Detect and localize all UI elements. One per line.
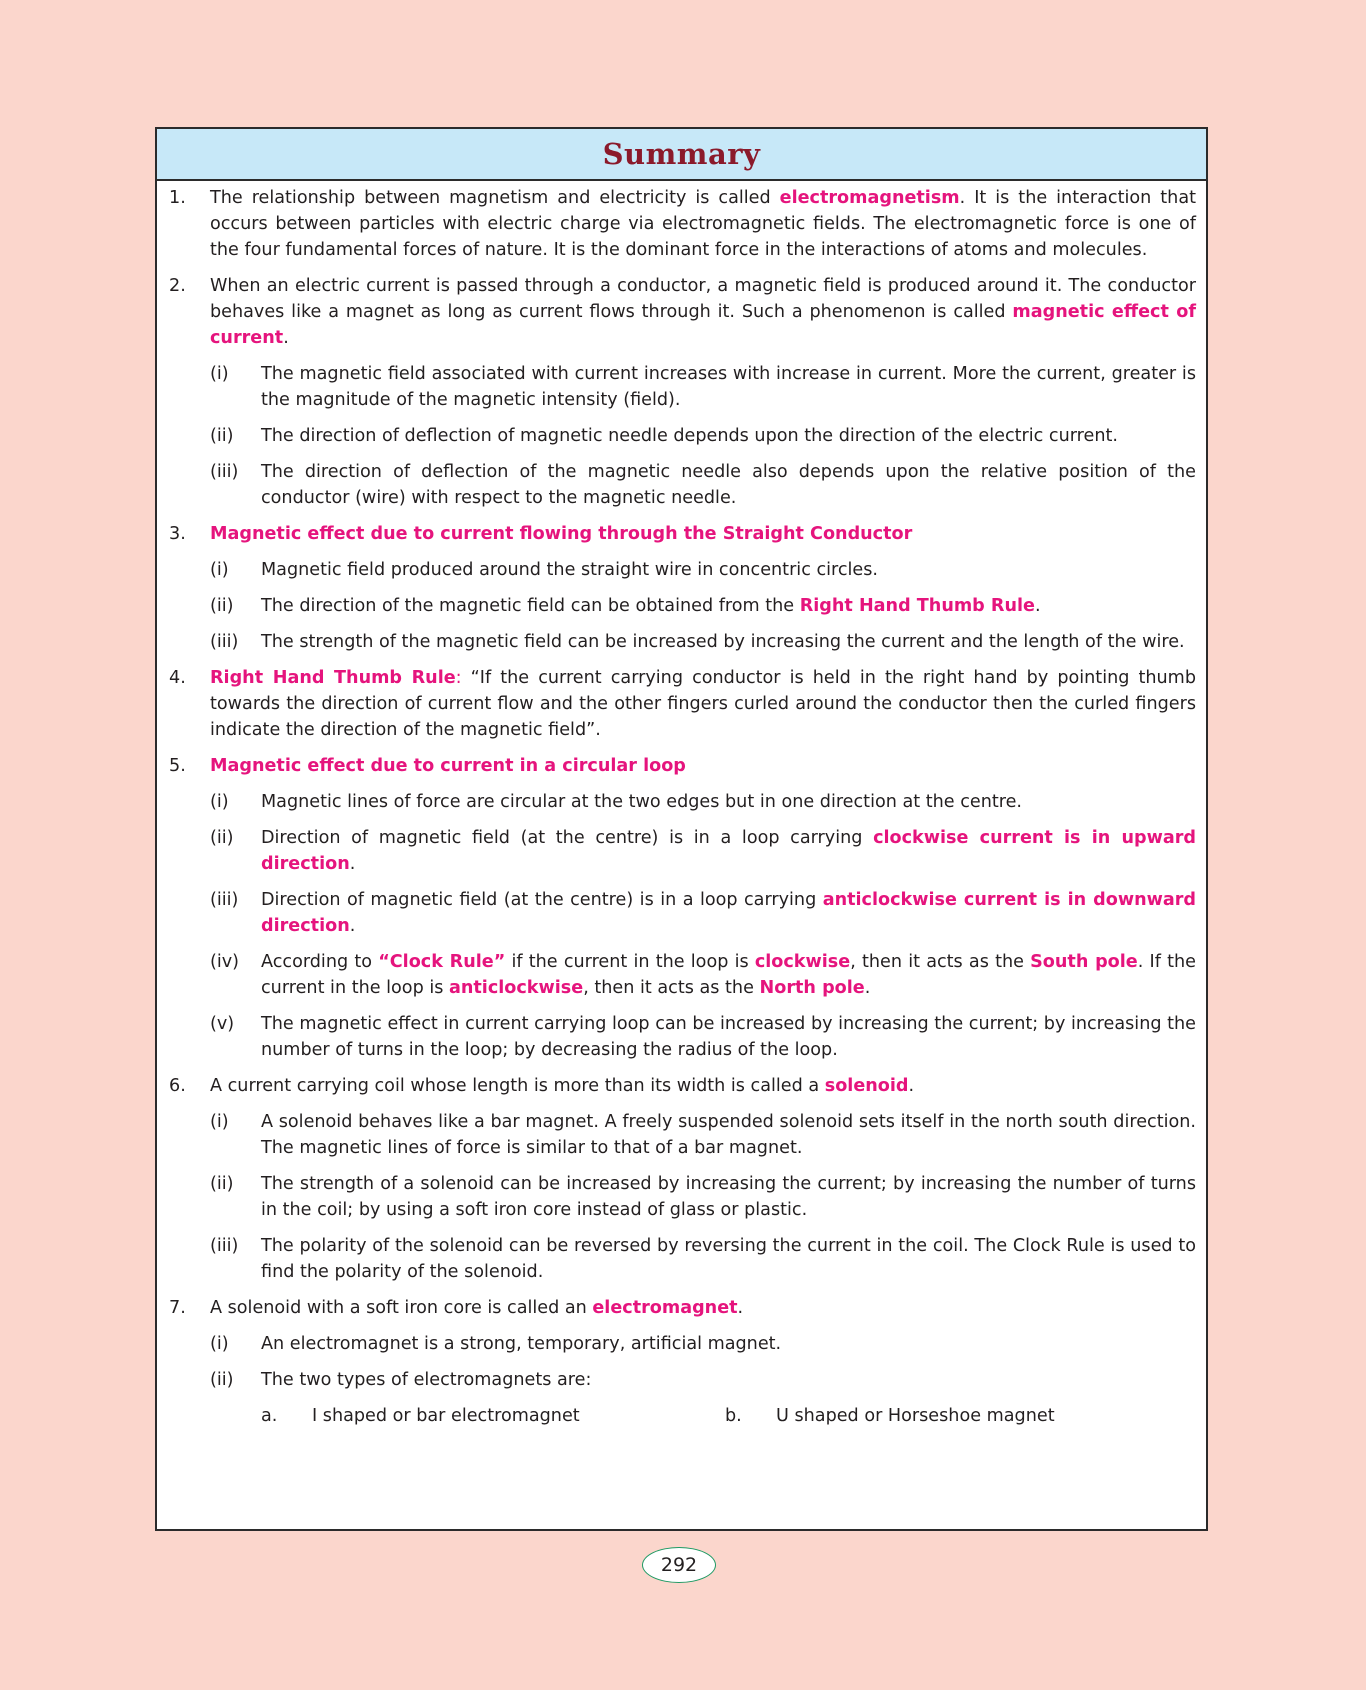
- sub-item: [169, 593, 1196, 619]
- sub-item: [169, 1367, 1196, 1393]
- sub-item-text: The strength of a solenoid can be increased by increasing the current; by increasing the number of turns in the coil; by using a soft iron core instead of glass or plastic.: [261, 1174, 1196, 1220]
- keyword-highlight: magnetic effect of current: [210, 302, 1197, 348]
- type-text: U shaped or Horseshoe magnet: [776, 1406, 1055, 1426]
- sub-item: [169, 629, 1196, 655]
- keyword-highlight: “Clock Rule”: [378, 952, 506, 972]
- summary-item-4: [169, 665, 1196, 743]
- sub-item-text: The two types of electromagnets are:: [261, 1370, 592, 1390]
- item-number: 2.: [169, 276, 186, 296]
- item-heading: Magnetic effect due to current flowing through the Straight Conductor: [210, 524, 913, 544]
- sub-item: [169, 1171, 1196, 1223]
- sub-item-text: Magnetic lines of force are circular at the two edges but in one direction at the centre.: [261, 792, 1023, 812]
- sub-item-number: (iii): [210, 890, 239, 910]
- summary-item-1: [169, 185, 1196, 263]
- sub-item: [169, 361, 1196, 413]
- item-number: 6.: [169, 1076, 186, 1096]
- sub-item: [169, 825, 1196, 877]
- item-text: A solenoid with a soft iron core is called an electromagnet.: [210, 1298, 744, 1318]
- summary-item-3: [169, 521, 1196, 547]
- keyword-highlight: anticlockwise current is in downward direction: [261, 890, 1196, 936]
- sub-item-text: The magnetic effect in current carrying loop can be increased by increasing the current; by increasing the number of turns in the loop; by decreasing the radius of the loop.: [261, 1014, 1196, 1060]
- summary-title: Summary: [602, 137, 761, 171]
- sub-item-number: (i): [210, 1334, 229, 1354]
- sub-item: [169, 887, 1196, 939]
- page-number: 292: [642, 1547, 716, 1583]
- item-number: 4.: [169, 668, 186, 688]
- sub-item-text: The magnetic field associated with current increases with increase in current. More the current, greater is the magnitude of the magnetic intensity (field).: [261, 364, 1196, 410]
- electromagnet-types: [169, 1403, 1196, 1429]
- sub-item: [169, 1331, 1196, 1357]
- summary-header: [157, 129, 1206, 181]
- sub-item-number: (i): [210, 560, 229, 580]
- sub-item: [169, 1233, 1196, 1285]
- sub-item-number: (iv): [210, 952, 240, 972]
- keyword-highlight: electromagnetism: [779, 188, 960, 208]
- sub-item-text: The direction of the magnetic field can be obtained from the Right Hand Thumb Rule.: [261, 596, 1041, 616]
- summary-item-2: [169, 273, 1196, 351]
- keyword-highlight: Right Hand Thumb Rule: [210, 668, 456, 688]
- sub-item-number: (v): [210, 1014, 235, 1034]
- sub-item-text: The direction of deflection of magnetic needle depends upon the direction of the electric current.: [261, 426, 1118, 446]
- keyword-highlight: Right Hand Thumb Rule: [799, 596, 1035, 616]
- sub-item-number: (ii): [210, 426, 234, 446]
- sub-item-number: (i): [210, 364, 229, 384]
- sub-item-text: A solenoid behaves like a bar magnet. A freely suspended solenoid sets itself in the north south direction. The magnetic lines of force is similar to that of a bar magnet.: [261, 1112, 1196, 1158]
- type-text: I shaped or bar electromagnet: [312, 1406, 580, 1426]
- sub-item-text: Direction of magnetic field (at the centre) is in a loop carrying clockwise current is in upward direction.: [261, 828, 1196, 874]
- keyword-highlight: North pole: [759, 978, 865, 998]
- sub-item-text: An electromagnet is a strong, temporary, artificial magnet.: [261, 1334, 782, 1354]
- summary-item-5: [169, 753, 1196, 779]
- summary-box: [155, 127, 1208, 1531]
- item-text: The relationship between magnetism and electricity is called electromagnetism. It is the interaction that occurs between particles with electric charge via electromagnetic fields. The electromagnetic force is one of the four fundamental forces of nature. It is the dominant force in the interactions of atoms and molecules.: [210, 188, 1197, 260]
- sub-item-number: (ii): [210, 596, 234, 616]
- sub-item: [169, 557, 1196, 583]
- sub-item-text: The strength of the magnetic field can be increased by increasing the current and the length of the wire.: [261, 632, 1185, 652]
- item-text: A current carrying coil whose length is more than its width is called a solenoid.: [210, 1076, 915, 1096]
- keyword-highlight: anticlockwise: [448, 978, 584, 998]
- sub-item-number: (iii): [210, 632, 239, 652]
- summary-item-7: [169, 1295, 1196, 1321]
- item-heading: Magnetic effect due to current in a circular loop: [210, 756, 686, 776]
- sub-item: [169, 949, 1196, 1001]
- sub-item-number: (i): [210, 1112, 229, 1132]
- sub-item-number: (ii): [210, 1174, 234, 1194]
- item-number: 1.: [169, 188, 186, 208]
- item-number: 3.: [169, 524, 186, 544]
- sub-item-number: (iii): [210, 462, 239, 482]
- sub-item: [169, 1109, 1196, 1161]
- keyword-highlight: electromagnet: [592, 1298, 738, 1318]
- sub-item-number: (ii): [210, 828, 234, 848]
- item-text: When an electric current is passed through a conductor, a magnetic field is produced around it. The conductor behaves like a magnet as long as current flows through it. Such a phenomenon is called magnetic effect of current.: [210, 276, 1197, 348]
- sub-item-number: (iii): [210, 1236, 239, 1256]
- keyword-highlight: clockwise: [754, 952, 851, 972]
- sub-item-text: Magnetic field produced around the straight wire in concentric circles.: [261, 560, 879, 580]
- sub-item: [169, 1011, 1196, 1063]
- sub-item-number: (ii): [210, 1370, 234, 1390]
- item-text: Right Hand Thumb Rule: “If the current carrying conductor is held in the right hand by pointing thumb towards the direction of current flow and the other fingers curled around the conductor then the curled fingers indicate the direction of the magnetic field”.: [210, 668, 1196, 740]
- type-label: b.: [725, 1406, 742, 1426]
- type-option-b: [725, 1403, 1189, 1429]
- type-option-a: [261, 1403, 725, 1429]
- keyword-highlight: clockwise current is in upward direction: [261, 828, 1196, 874]
- sub-item-text: According to “Clock Rule” if the current in the loop is clockwise, then it acts as the South pole. If the current in the loop is anticlockwise, then it acts as the North pole.: [261, 952, 1196, 998]
- keyword-highlight: solenoid: [824, 1076, 909, 1096]
- summary-content: [157, 181, 1206, 1429]
- summary-item-6: [169, 1073, 1196, 1099]
- item-number: 7.: [169, 1298, 186, 1318]
- type-label: a.: [261, 1406, 278, 1426]
- item-number: 5.: [169, 756, 186, 776]
- sub-item: [169, 789, 1196, 815]
- sub-item: [169, 459, 1196, 511]
- sub-item-number: (i): [210, 792, 229, 812]
- sub-item-text: The direction of deflection of the magnetic needle also depends upon the relative position of the conductor (wire) with respect to the magnetic needle.: [261, 462, 1196, 508]
- sub-item: [169, 423, 1196, 449]
- keyword-highlight: South pole: [1030, 952, 1138, 972]
- sub-item-text: Direction of magnetic field (at the centre) is in a loop carrying anticlockwise current is in downward direction.: [261, 890, 1196, 936]
- sub-item-text: The polarity of the solenoid can be reversed by reversing the current in the coil. The Clock Rule is used to find the polarity of the solenoid.: [261, 1236, 1196, 1282]
